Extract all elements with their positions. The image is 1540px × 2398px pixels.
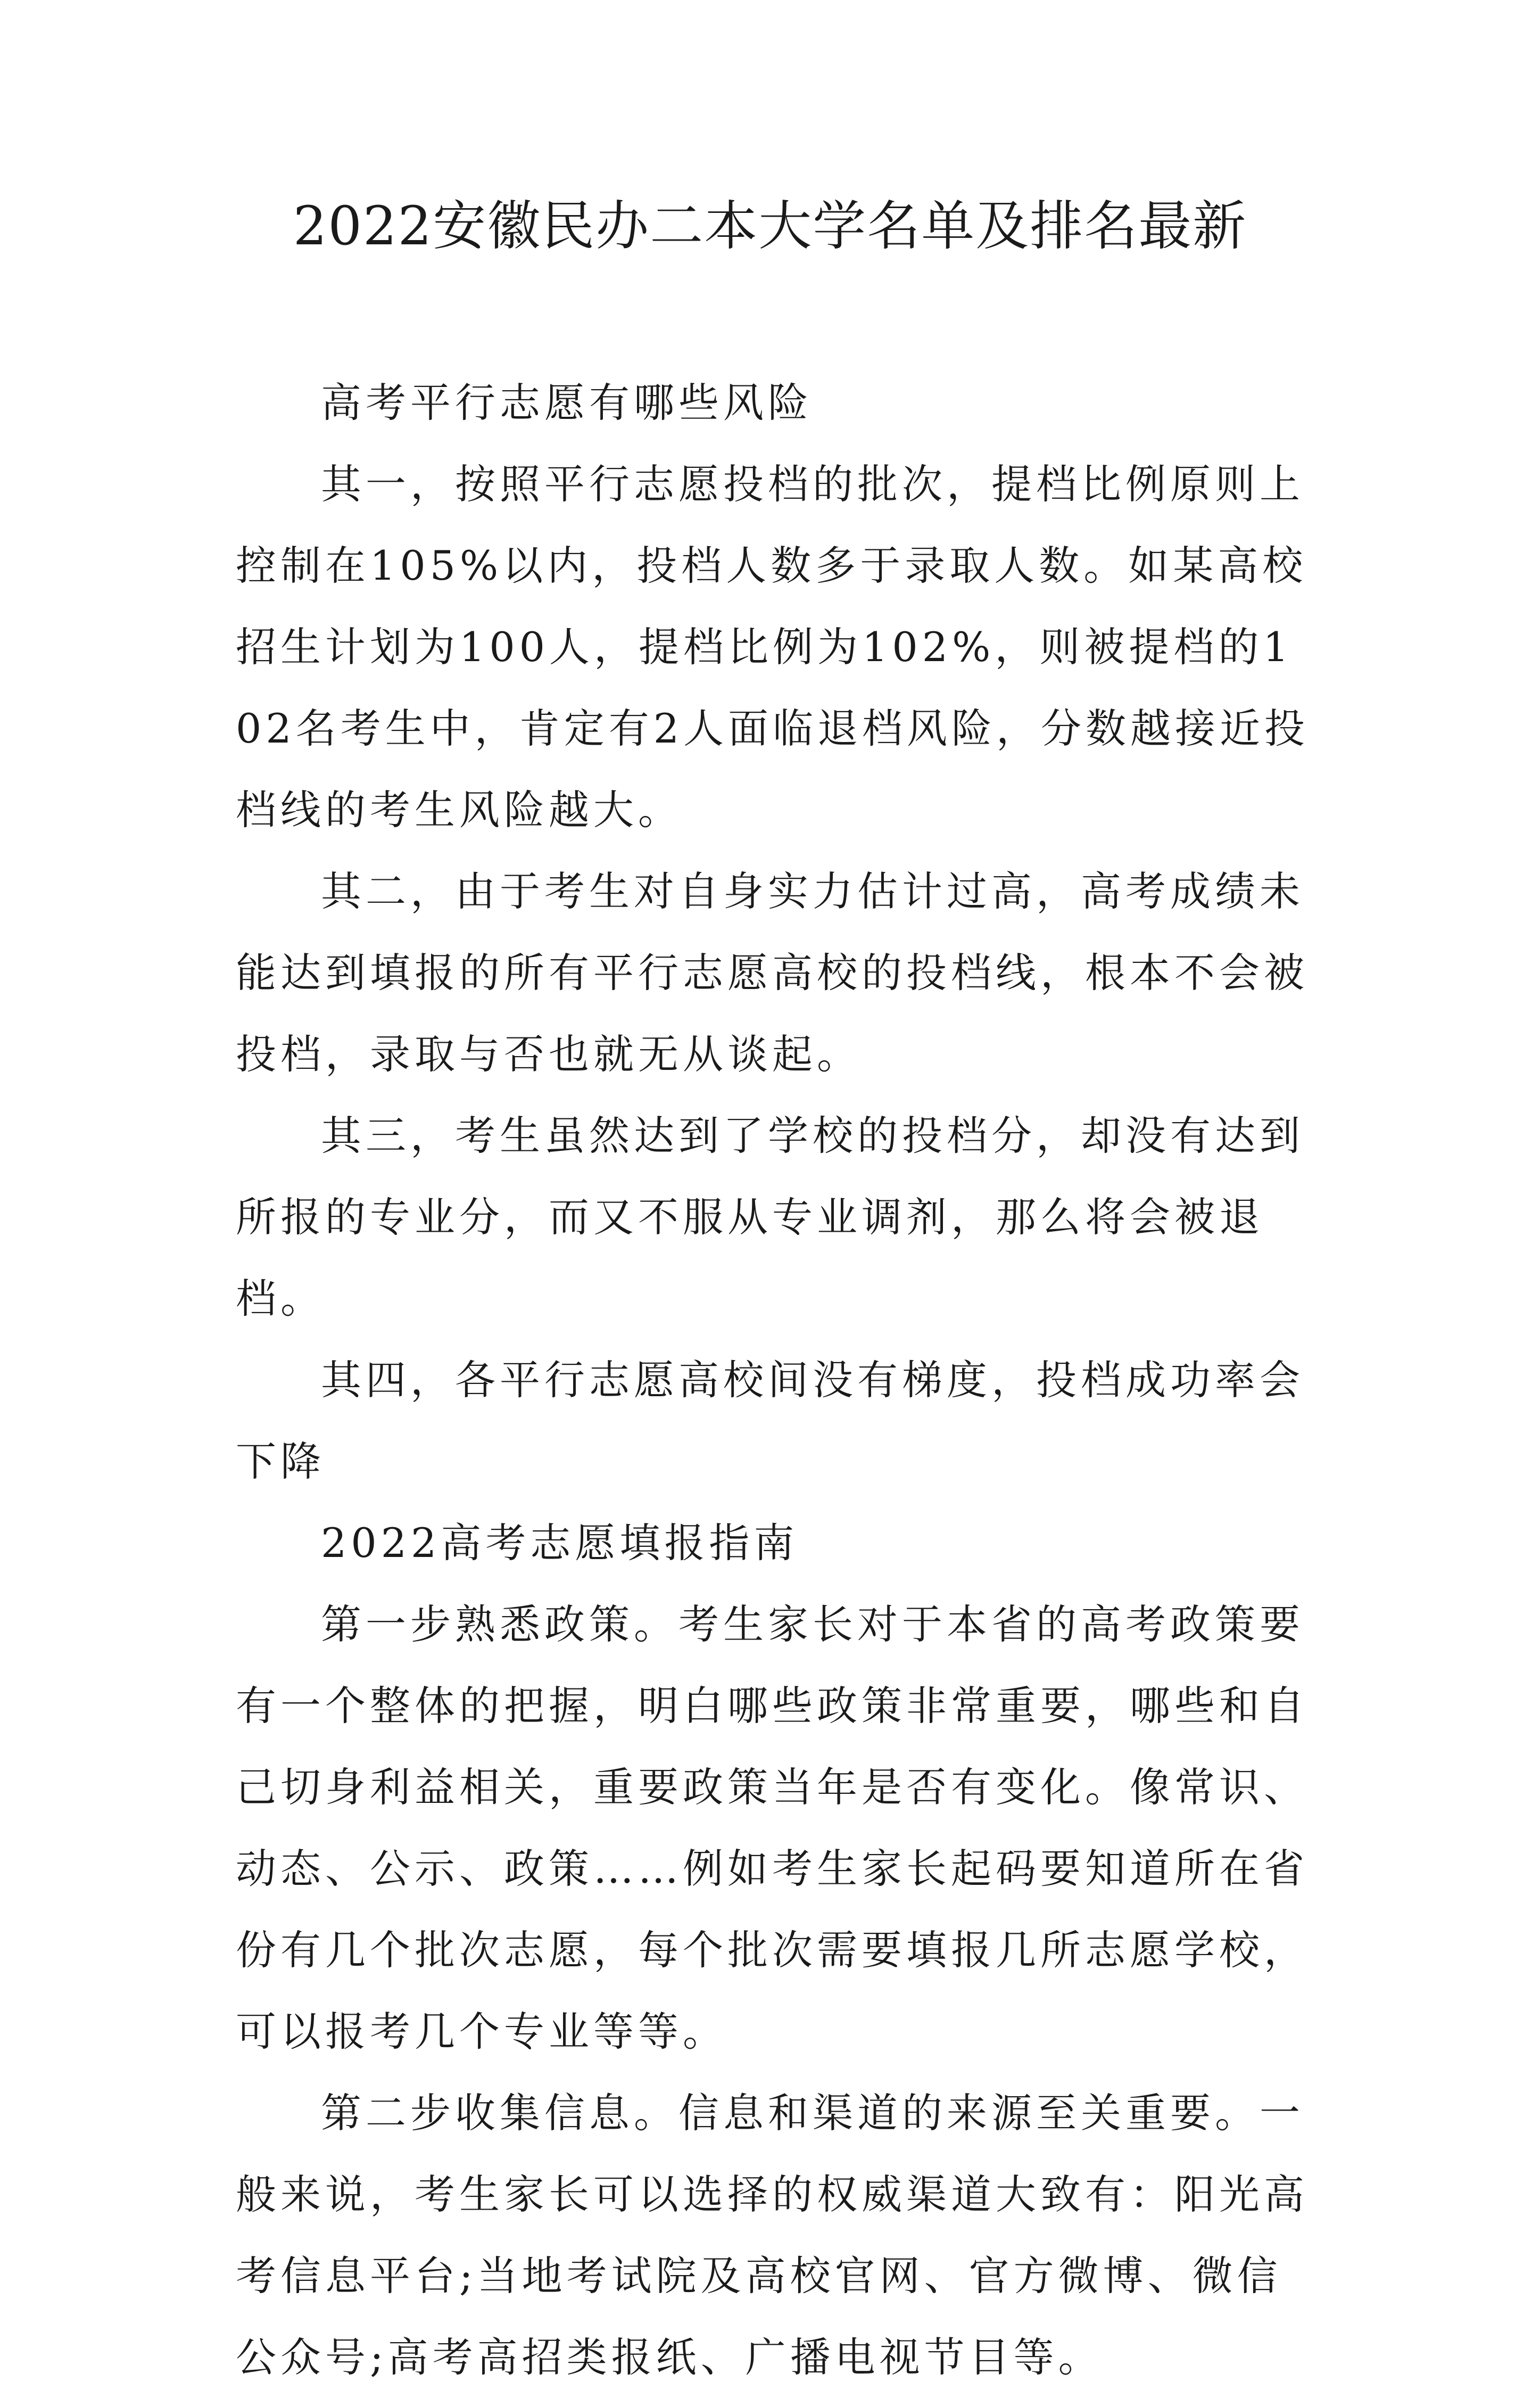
section-heading-guide: 2022高考志愿填报指南 <box>321 1519 799 1567</box>
document-title: 2022安徽民办二本大学名单及排名最新 <box>293 195 1247 257</box>
paragraph-risk-four: 其四，各平行志愿高校间没有梯度，投档成功率会下降 <box>236 1356 1304 1485</box>
section-heading-risks: 高考平行志愿有哪些风险 <box>321 379 813 426</box>
paragraph-risk-one: 其一，按照平行志愿投档的批次，提档比例原则上控制在105%以内，投档人数多于录取人数。如某高校招生计划为100人，提档比例为102%，则被提档的102名考生中，肯定有2人面临退档风险，分数越接近投档线的考生风险越大。 <box>236 460 1310 834</box>
paragraph-risk-three: 其三，考生虽然达到了学校的投档分，却没有达到所报的专业分，而又不服从专业调剂，那么将会被退档。 <box>236 1112 1304 1322</box>
paragraph-risk-two: 其二，由于考生对自身实力估计过高，高考成绩未能达到填报的所有平行志愿高校的投档线，根本不会被投档，录取与否也就无从谈起。 <box>236 868 1309 1078</box>
document-body <box>236 362 1316 2398</box>
paragraph-step-two: 第二步收集信息。信息和渠道的来源至关重要。一般来说，考生家长可以选择的权威渠道大致有：阳光高考信息平台;当地考试院及高校官网、官方微博、微信公众号;高考高招类报纸、广播电视节目等。 <box>236 2089 1309 2381</box>
paragraph-step-one: 第一步熟悉政策。考生家长对于本省的高考政策要有一个整体的把握，明白哪些政策非常重要，哪些和自己切身利益相关，重要政策当年是否有变化。像常识、动态、公示、政策……例如考生家长起码要知道所在省份有几个批次志愿，每个批次需要填报几所志愿学校，可以报考几个专业等等。 <box>236 1601 1309 2055</box>
